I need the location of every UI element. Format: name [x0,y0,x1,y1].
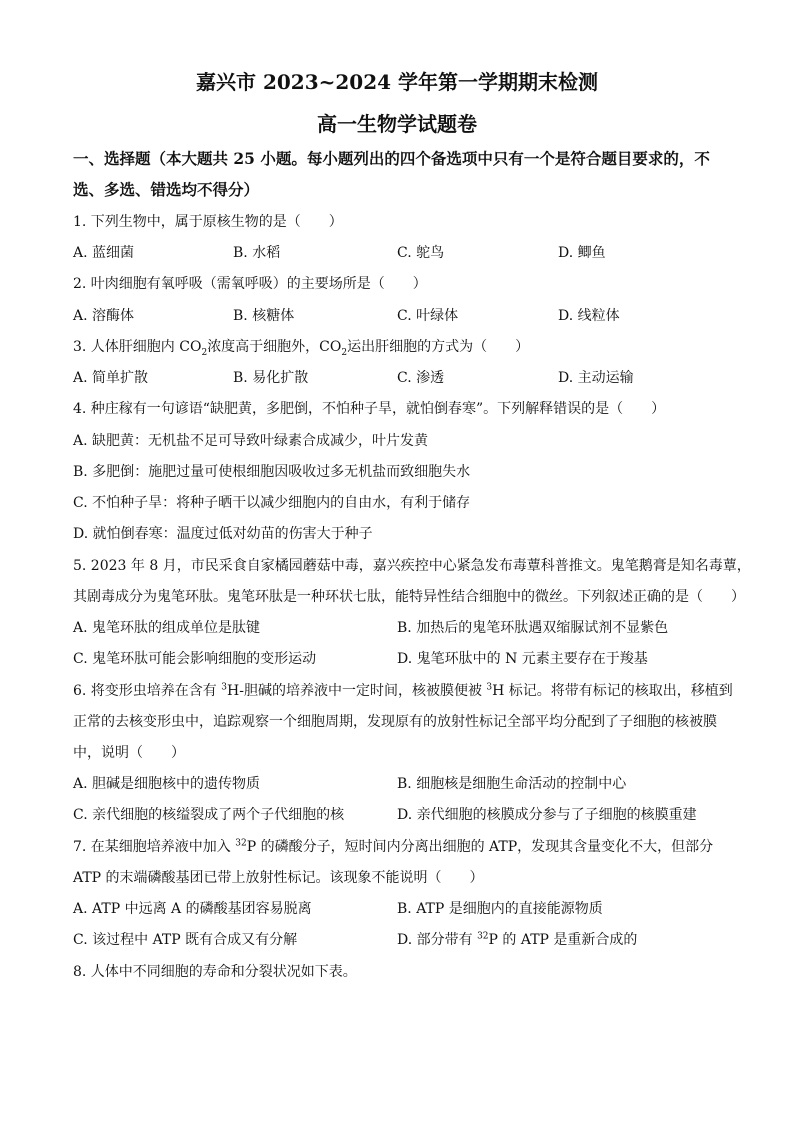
question-4-option-c: C. 不怕种子旱：将种子晒干以减少细胞内的自由水，有利于储存 [73,495,471,511]
question-6-superscript-1: 3 [221,682,227,693]
question-8-stem: 8. 人体中不同细胞的寿命和分裂状况如下表。 [73,964,357,980]
question-7-stem-part2: P 的磷酸分子，短时间内分离出细胞的 ATP，发现其含量变化不大，但部分 [246,839,714,855]
question-6-stem-line3: 中，说明（ ） [73,745,185,761]
question-3-option-c: C. 渗透 [397,370,445,386]
question-3-subscript-2: 2 [341,347,348,358]
question-4-option-b: B. 多肥倒：施肥过量可使根细胞因吸收过多无机盐而致细胞失水 [73,464,471,480]
question-1-option-a: A. 蓝细菌 [73,245,135,261]
question-4-option-d: D. 就怕倒春寒：温度过低对幼苗的伤害大于种子 [73,526,373,542]
question-7-superscript-1: 32 [235,838,247,849]
question-5-option-b: B. 加热后的鬼笔环肽遇双缩脲试剂不显紫色 [397,620,669,636]
question-6-option-b: B. 细胞核是细胞生命活动的控制中心 [397,776,627,792]
question-6-stem-line2: 正常的去核变形虫中，追踪观察一个细胞周期，发现原有的放射性标记全部平均分配到了子细胞的核被膜 [73,714,717,730]
question-2-option-b: B. 核糖体 [233,308,295,324]
question-7-option-d [397,931,637,949]
question-6-option-a: A. 胆碱是细胞核中的遗传物质 [73,776,261,792]
question-7-option-d-superscript: 32 [477,931,489,942]
question-2-option-c: C. 叶绿体 [397,308,459,324]
exam-title: 嘉兴市 2023~2024 学年第一学期期末检测 [195,70,598,94]
question-3-option-a: A. 简单扩散 [73,370,149,386]
question-2-stem: 2. 叶肉细胞有氧呼吸（需氧呼吸）的主要场所是（ ） [73,276,427,292]
question-3-option-d: D. 主动运输 [558,370,634,386]
section-heading-line2: 选、多选、错选均不得分） [73,180,260,199]
question-6-option-d: D. 亲代细胞的核膜成分参与了子细胞的核膜重建 [397,807,697,823]
question-2-option-a: A. 溶酶体 [73,308,135,324]
question-7-option-c: C. 该过程中 ATP 既有合成又有分解 [73,932,298,948]
question-7-stem-line1 [73,838,733,856]
question-5-stem-line2: 其剧毒成分为鬼笔环肽。鬼笔环肽是一种环状七肽，能特异性结合细胞中的微丝。下列叙述正确的是（ ） [73,589,745,605]
question-3-option-b: B. 易化扩散 [233,370,309,386]
section-heading-line1: 一、选择题（本大题共 25 小题。每小题列出的四个备选项中只有一个是符合题目要求的，不 [73,149,710,168]
question-4-stem: 4. 种庄稼有一句谚语“缺肥黄，多肥倒，不怕种子旱，就怕倒春寒”。下列解释错误的是（ ） [73,401,666,417]
question-2-option-d: D. 线粒体 [558,308,620,324]
question-4-option-a: A. 缺肥黄：无机盐不足可导致叶绿素合成减少，叶片发黄 [73,433,429,449]
question-5-option-d: D. 鬼笔环肽中的 N 元素主要存在于羧基 [397,651,648,667]
question-1-option-d: D. 鲫鱼 [558,245,606,261]
question-3-subscript-1: 2 [201,347,208,358]
question-5-option-c: C. 鬼笔环肽可能会影响细胞的变形运动 [73,651,317,667]
question-3-stem [73,338,733,356]
exam-subtitle: 高一生物学试题卷 [317,112,477,136]
question-7-stem-part1: 7. 在某细胞培养液中加入 [73,839,236,855]
question-6-stem-part3: H 标记。将带有标记的核取出，移植到 [492,683,733,699]
question-5-stem-line1: 5. 2023 年 8 月，市民采食自家橘园蘑菇中毒，嘉兴疾控中心紧急发布毒蕈科普推文。鬼笔鹅膏是知名毒蕈， [73,558,751,574]
question-6-option-c: C. 亲代细胞的核缢裂成了两个子代细胞的核 [73,807,345,823]
question-6-stem-part2: H-胆碱的培养液中一定时间，核被膜便被 [227,683,487,699]
question-3-stem-part2: 浓度高于细胞外，CO [207,339,342,355]
question-7-option-b: B. ATP 是细胞内的直接能源物质 [397,901,603,917]
question-7-option-d-part1: D. 部分带有 [397,932,478,948]
question-7-option-d-part2: P 的 ATP 是重新合成的 [488,932,638,948]
question-1-option-b: B. 水稻 [233,245,281,261]
question-6-stem-line1 [73,682,733,700]
question-1-stem: 1. 下列生物中，属于原核生物的是（ ） [73,214,343,230]
question-3-stem-part3: 运出肝细胞的方式为（ ） [347,339,530,355]
question-6-stem-part1: 6. 将变形虫培养在含有 [73,683,222,699]
question-5-option-a: A. 鬼笔环肽的组成单位是肽键 [73,620,261,636]
question-7-stem-line2: ATP 的末端磷酸基团已带上放射性标记。该现象不能说明（ ） [73,870,484,886]
question-6-superscript-2: 3 [486,682,493,693]
question-7-option-a: A. ATP 中远离 A 的磷酸基团容易脱离 [73,901,312,917]
question-1-option-c: C. 鸵鸟 [397,245,445,261]
question-3-stem-part1: 3. 人体肝细胞内 CO [73,339,202,355]
